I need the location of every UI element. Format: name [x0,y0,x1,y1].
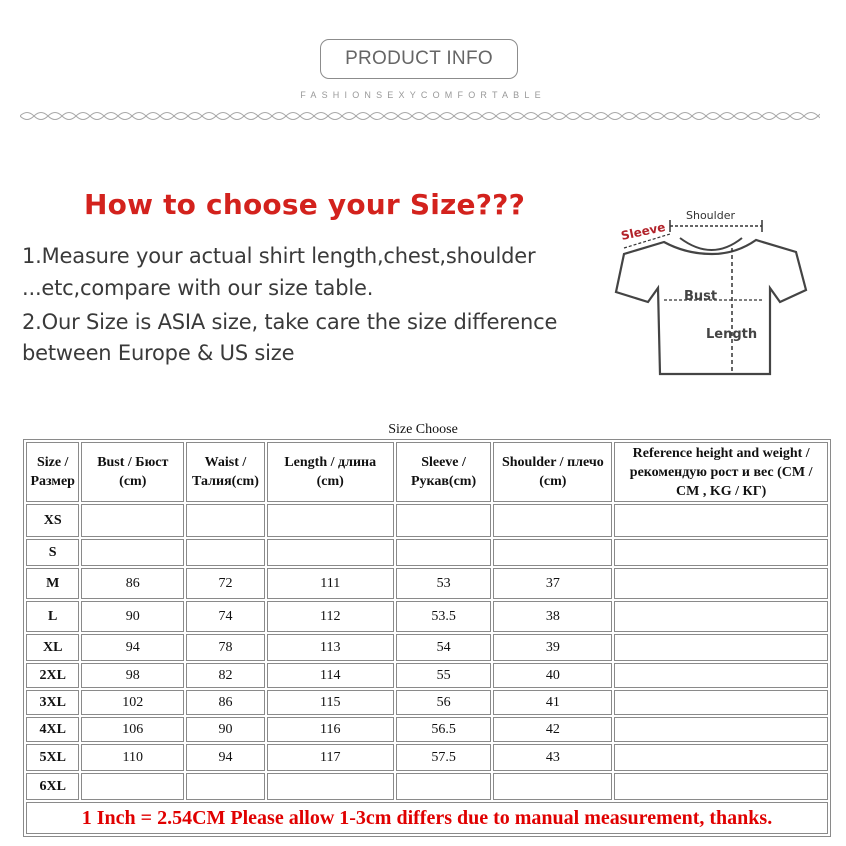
table-header-row [26,442,828,502]
cell-reference [614,744,828,771]
cell-bust: 94 [81,634,184,661]
cell-size: L [26,601,79,632]
measurement-note: 1 Inch = 2.54CM Please allow 1-3cm differs due to manual measurement, thanks. [26,802,828,834]
size-guide-headline: How to choose your Size??? [84,188,526,221]
cell-size: M [26,568,79,599]
shirt-outline [616,240,806,374]
cell-bust [81,539,184,566]
product-info-banner [320,39,518,79]
size-table [23,439,831,837]
cell-sleeve: 57.5 [396,744,492,771]
cell-bust: 98 [81,663,184,688]
brand-tagline: FASHIONSEXYCOMFORTABLE [300,90,546,100]
cell-waist: 90 [186,717,265,742]
cell-reference [614,634,828,661]
cell-bust [81,504,184,537]
cell-size: 2XL [26,663,79,688]
cell-waist: 74 [186,601,265,632]
cell-size: XS [26,504,79,537]
cell-sleeve: 56 [396,690,492,715]
table-row [26,634,828,661]
header-sleeve: Sleeve / Рукав(cm) [396,442,492,502]
table-row [26,568,828,599]
cell-reference [614,601,828,632]
cell-waist: 82 [186,663,265,688]
cell-shoulder: 38 [493,601,612,632]
cell-size: 5XL [26,744,79,771]
wave-divider [20,108,820,124]
cell-shoulder [493,773,612,800]
cell-bust [81,773,184,800]
table-row [26,504,828,537]
cell-shoulder: 37 [493,568,612,599]
cell-shoulder: 41 [493,690,612,715]
guide-line-4: between Europe & US size [22,341,295,365]
cell-reference [614,773,828,800]
cell-bust: 86 [81,568,184,599]
header-shoulder: Shoulder / плечо (cm) [493,442,612,502]
cell-shoulder [493,539,612,566]
cell-sleeve [396,504,492,537]
cell-length: 115 [267,690,394,715]
cell-length [267,773,394,800]
cell-reference [614,504,828,537]
table-row [26,690,828,715]
cell-length: 113 [267,634,394,661]
cell-reference [614,539,828,566]
cell-size: S [26,539,79,566]
cell-length [267,539,394,566]
cell-reference [614,717,828,742]
cell-length: 117 [267,744,394,771]
header-waist: Waist / Талия(cm) [186,442,265,502]
cell-length [267,504,394,537]
cell-waist [186,504,265,537]
cell-waist: 86 [186,690,265,715]
sleeve-label: Sleeve [619,219,667,243]
header-reference: Reference height and weight / рекомендую рост и вес (CM / CM , KG / КГ) [614,442,828,502]
guide-line-1: 1.Measure your actual shirt length,chest,shoulder [22,244,536,268]
cell-waist: 94 [186,744,265,771]
product-info-title: PRODUCT INFO [345,48,493,69]
cell-sleeve: 53.5 [396,601,492,632]
cell-bust: 106 [81,717,184,742]
table-row [26,601,828,632]
cell-bust: 110 [81,744,184,771]
cell-sleeve: 53 [396,568,492,599]
header-length: Length / длина (cm) [267,442,394,502]
cell-reference [614,690,828,715]
cell-shoulder: 39 [493,634,612,661]
note-row [26,802,828,834]
cell-length: 112 [267,601,394,632]
table-row [26,773,828,800]
cell-size: XL [26,634,79,661]
cell-bust: 102 [81,690,184,715]
header-bust: Bust / Бюст (cm) [81,442,184,502]
shoulder-label: Shoulder [686,209,735,222]
table-row [26,663,828,688]
length-label: Length [706,327,758,342]
header-size: Size / Размер [26,442,79,502]
guide-line-3: 2.Our Size is ASIA size, take care the size difference [22,310,558,334]
cell-length: 116 [267,717,394,742]
cell-sleeve: 54 [396,634,492,661]
cell-shoulder: 42 [493,717,612,742]
cell-sleeve: 56.5 [396,717,492,742]
cell-shoulder [493,504,612,537]
bust-label: Bust [684,289,718,304]
cell-shoulder: 40 [493,663,612,688]
table-row [26,539,828,566]
cell-waist: 72 [186,568,265,599]
cell-sleeve [396,773,492,800]
cell-waist [186,773,265,800]
cell-bust: 90 [81,601,184,632]
cell-size: 3XL [26,690,79,715]
guide-line-2: ...etc,compare with our size table. [22,276,374,300]
table-row [26,744,828,771]
cell-shoulder: 43 [493,744,612,771]
cell-reference [614,663,828,688]
cell-waist: 78 [186,634,265,661]
cell-size: 6XL [26,773,79,800]
table-row [26,717,828,742]
cell-sleeve [396,539,492,566]
cell-length: 111 [267,568,394,599]
cell-reference [614,568,828,599]
cell-sleeve: 55 [396,663,492,688]
cell-size: 4XL [26,717,79,742]
cell-waist [186,539,265,566]
shirt-measurement-diagram [612,204,808,384]
table-caption: Size Choose [388,422,458,437]
cell-length: 114 [267,663,394,688]
